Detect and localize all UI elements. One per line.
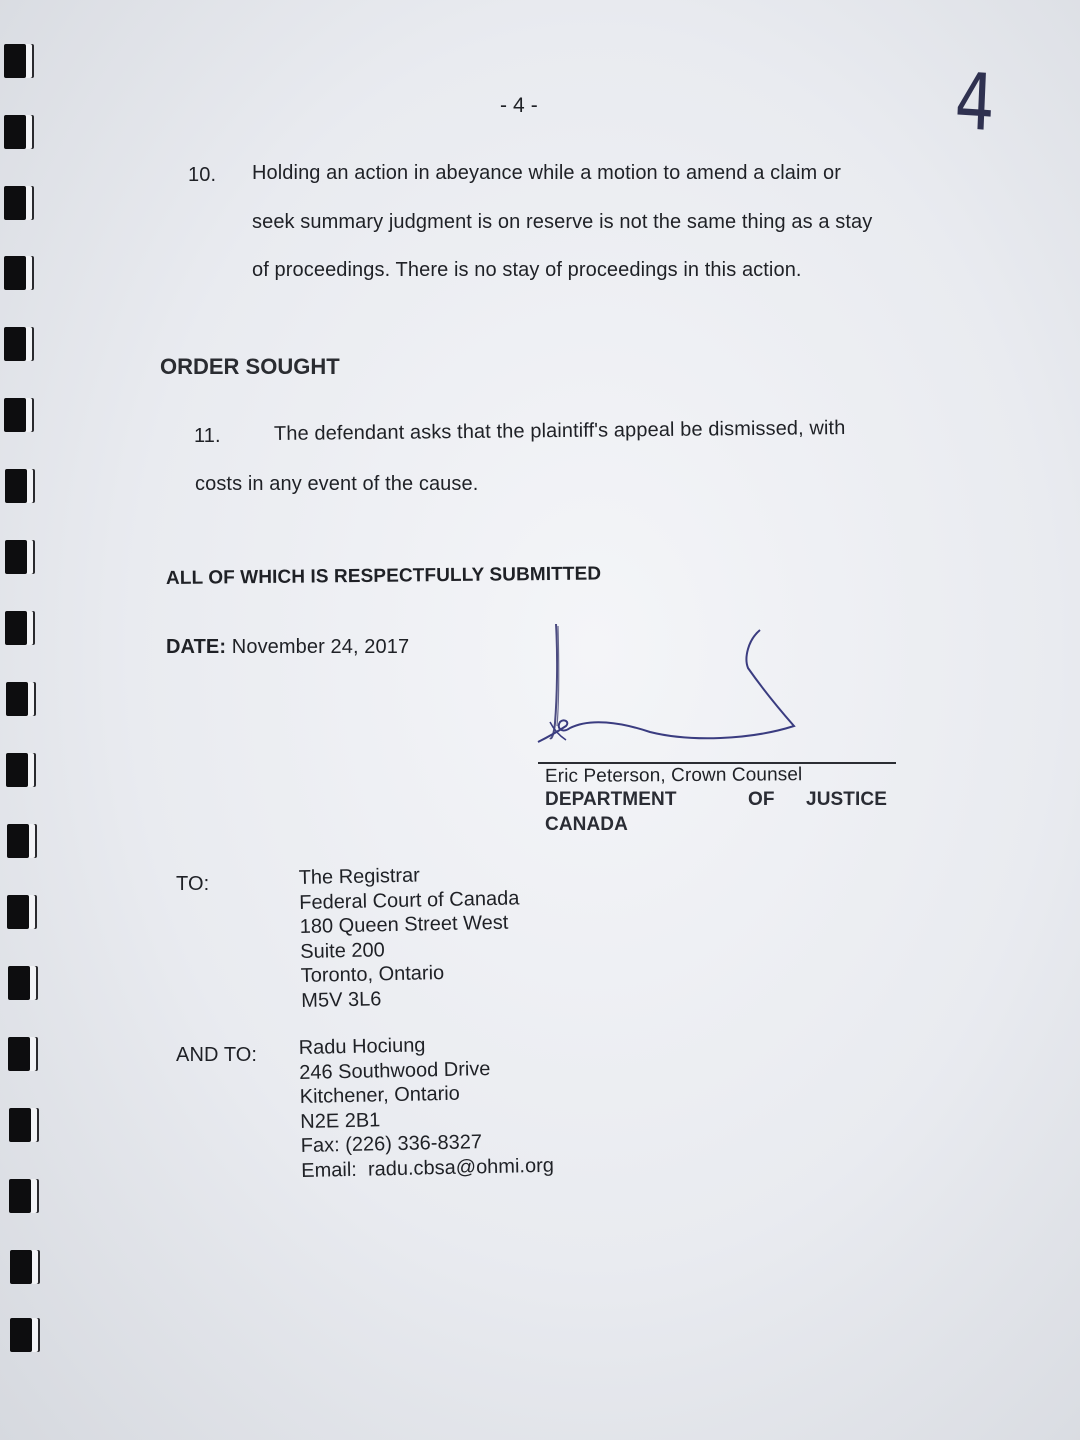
signature-line: [538, 762, 896, 764]
department-word: DEPARTMENT: [545, 789, 677, 810]
binding-hole: [5, 611, 27, 645]
and-to-address-line: 246 Southwood Drive: [298, 1057, 491, 1084]
date-row: [166, 636, 409, 659]
binding-hole: [9, 1179, 31, 1213]
binding-hole: [7, 895, 29, 929]
paragraph-11-line-2: costs in any event of the cause.: [195, 473, 479, 495]
date-label: DATE:: [166, 636, 227, 658]
signatory-name: Eric Peterson, Crown Counsel: [544, 764, 803, 787]
and-to-address-line: Email: radu.cbsa@ohmi.org: [301, 1154, 555, 1182]
page-number: - 4 -: [500, 94, 538, 117]
paragraph-11-number: 11.: [194, 425, 221, 447]
to-address-line: Toronto, Ontario: [300, 961, 445, 987]
binding-hole: [4, 256, 26, 290]
to-address: [298, 861, 521, 1013]
paragraph-10-line-1: [252, 162, 878, 185]
binding-hole: [9, 1108, 31, 1142]
and-to-address-line: N2E 2B1: [300, 1108, 381, 1133]
to-address-line: M5V 3L6: [301, 987, 382, 1012]
department-word: JUSTICE: [806, 789, 887, 810]
binding-hole: [4, 44, 26, 78]
to-address-line: 180 Queen Street West: [299, 911, 509, 939]
signatory-department-line-2: CANADA: [545, 814, 628, 835]
signature: [530, 618, 810, 768]
binding-hole: [4, 115, 26, 149]
to-label: TO:: [176, 873, 210, 895]
and-to-label: AND TO:: [176, 1044, 258, 1066]
binding-hole: [4, 327, 26, 361]
to-address-line: The Registrar: [298, 864, 421, 890]
paragraph-11-line-1: The defendant asks that the plaintiff's appeal be dismissed, with: [273, 417, 846, 445]
and-to-address: [298, 1031, 554, 1183]
paragraph-10-number: 10.: [188, 164, 217, 186]
binding-hole: [6, 753, 28, 787]
and-to-address-line: Fax: (226) 336-8327: [300, 1131, 483, 1157]
paragraph-10-line-3: of proceedings. There is no stay of proceedings in this action.: [252, 259, 802, 281]
binding-hole: [5, 540, 27, 574]
closing-statement: ALL OF WHICH IS RESPECTFULLY SUBMITTED: [165, 563, 602, 589]
binding-hole: [8, 1037, 30, 1071]
paragraph-10-line-1-text: Holding an action in abeyance while a motion to amend a claim or: [252, 162, 841, 184]
binding-hole: [7, 824, 29, 858]
signatory-department: [545, 789, 887, 811]
binding-hole: [10, 1318, 32, 1352]
binding-hole: [6, 682, 28, 716]
binding-hole: [4, 186, 26, 220]
handwritten-page-mark: [950, 58, 1000, 148]
binding-hole: [4, 398, 26, 432]
handwritten-page-mark-text: 4: [953, 56, 997, 150]
binding-hole: [10, 1250, 32, 1284]
binding-hole: [8, 966, 30, 1000]
section-heading-order-sought: ORDER SOUGHT: [160, 354, 340, 379]
paragraph-10-line-2: seek summary judgment is on reserve is not the same thing as a stay: [252, 211, 873, 233]
spiral-binding: [0, 0, 48, 1440]
to-address-line: Federal Court of Canada: [298, 886, 520, 914]
and-to-address-line: Radu Hociung: [298, 1034, 426, 1060]
to-address-line: Suite 200: [300, 938, 385, 963]
date-value: November 24, 2017: [231, 636, 410, 658]
binding-hole: [5, 469, 27, 503]
department-word: OF: [748, 789, 775, 810]
and-to-address-line: Kitchener, Ontario: [299, 1082, 461, 1109]
